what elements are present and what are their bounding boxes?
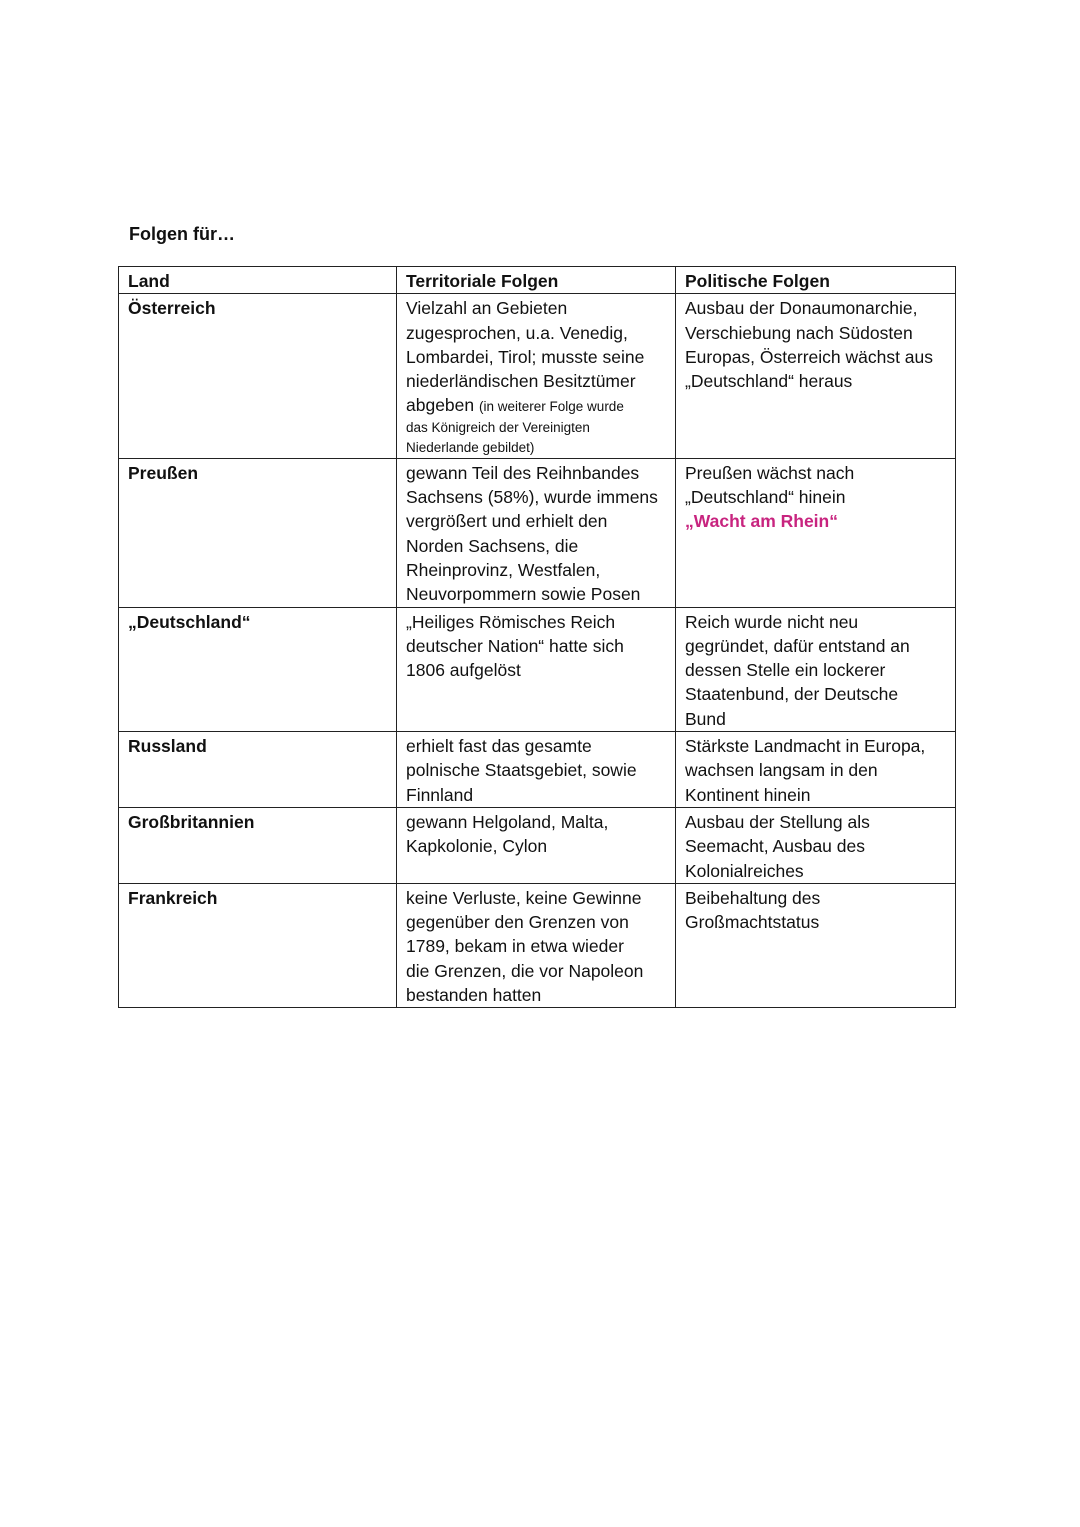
highlighted-text: „Wacht am Rhein“ (685, 511, 838, 532)
political-cell (676, 607, 956, 731)
territorial-cell (397, 607, 676, 731)
footnote-text: Niederlande gebildet) (406, 439, 535, 455)
page-heading: Folgen für… (129, 224, 235, 244)
text-line: Norden Sachsens, die (406, 535, 579, 556)
text-line: 1806 aufgelöst (406, 660, 521, 681)
column-header-territorial: Territoriale Folgen (397, 267, 676, 294)
text-line: Staatenbund, der Deutsche (685, 684, 899, 705)
country-cell: Großbritannien (119, 807, 397, 883)
text-line: keine Verluste, keine Gewinne (406, 887, 642, 908)
territorial-cell (397, 458, 676, 607)
text-line: Finnland (406, 784, 474, 805)
text-line: Reich wurde nicht neu (685, 611, 859, 632)
text-line: Preußen wächst nach (685, 462, 855, 483)
column-header-political: Politische Folgen (676, 267, 956, 294)
country-cell: Preußen (119, 458, 397, 607)
text-line: Seemacht, Ausbau des (685, 836, 865, 857)
text-line: „Heiliges Römisches Reich (406, 611, 616, 632)
text-line: Bund (685, 708, 726, 729)
table-row (119, 294, 956, 458)
text-line: polnische Staatsgebiet, sowie (406, 760, 637, 781)
table-row (119, 883, 956, 1007)
text-line: Verschiebung nach Südosten (685, 322, 913, 343)
country-cell: Russland (119, 732, 397, 808)
text-line: gewann Teil des Reihnbandes (406, 462, 640, 483)
text-line: erhielt fast das gesamte (406, 736, 592, 757)
text-line: Beibehaltung des (685, 887, 821, 908)
text-line: deutscher Nation“ hatte sich (406, 635, 624, 656)
text-line: Europas, Österreich wächst aus (685, 346, 934, 367)
text-line: abgeben (406, 395, 475, 416)
text-line: 1789, bekam in etwa wieder (406, 936, 624, 957)
column-header-land: Land (119, 267, 397, 294)
text-line: dessen Stelle ein lockerer (685, 660, 886, 681)
text-line: Neuvorpommern sowie Posen (406, 584, 641, 605)
text-line: Rheinprovinz, Westfalen, (406, 559, 601, 580)
political-cell (676, 732, 956, 808)
territorial-cell (397, 294, 676, 458)
footnote-text: (in weiterer Folge wurde (479, 399, 624, 415)
text-line: vergrößert und erhielt den (406, 511, 608, 532)
political-cell (676, 458, 956, 607)
text-line: Kapkolonie, Cylon (406, 836, 548, 857)
text-line: Lombardei, Tirol; musste seine (406, 346, 645, 367)
table-row (119, 807, 956, 883)
territorial-cell (397, 807, 676, 883)
table-row (119, 732, 956, 808)
political-cell (676, 294, 956, 458)
text-line: Kontinent hinein (685, 784, 811, 805)
text-line: gegründet, dafür entstand an (685, 635, 910, 656)
text-line: Kolonialreiches (685, 860, 804, 881)
table-row (119, 607, 956, 731)
text-line: Ausbau der Stellung als (685, 811, 870, 832)
text-line: bestanden hatten (406, 985, 542, 1006)
text-line: „Deutschland“ hinein (685, 487, 846, 508)
consequences-table (118, 266, 956, 1008)
text-line: Sachsens (58%), wurde immens (406, 487, 658, 508)
political-cell (676, 883, 956, 1007)
text-line: niederländischen Besitztümer (406, 371, 636, 392)
territorial-cell (397, 883, 676, 1007)
political-cell (676, 807, 956, 883)
table-row (119, 458, 956, 607)
text-line: „Deutschland“ heraus (685, 371, 853, 392)
text-line: Stärkste Landmacht in Europa, (685, 736, 926, 757)
text-line: Großmachtstatus (685, 912, 820, 933)
country-cell: Österreich (119, 294, 397, 458)
country-cell: Frankreich (119, 883, 397, 1007)
text-line: Ausbau der Donaumonarchie, (685, 298, 918, 319)
territorial-cell (397, 732, 676, 808)
text-line: zugesprochen, u.a. Venedig, (406, 322, 628, 343)
country-cell: „Deutschland“ (119, 607, 397, 731)
text-line: die Grenzen, die vor Napoleon (406, 960, 644, 981)
table-header-row (119, 267, 956, 294)
text-line: gegenüber den Grenzen von (406, 912, 629, 933)
text-line: Vielzahl an Gebieten (406, 298, 568, 319)
text-line: wachsen langsam in den (685, 760, 878, 781)
footnote-text: das Königreich der Vereinigten (406, 419, 590, 435)
text-line: gewann Helgoland, Malta, (406, 811, 609, 832)
